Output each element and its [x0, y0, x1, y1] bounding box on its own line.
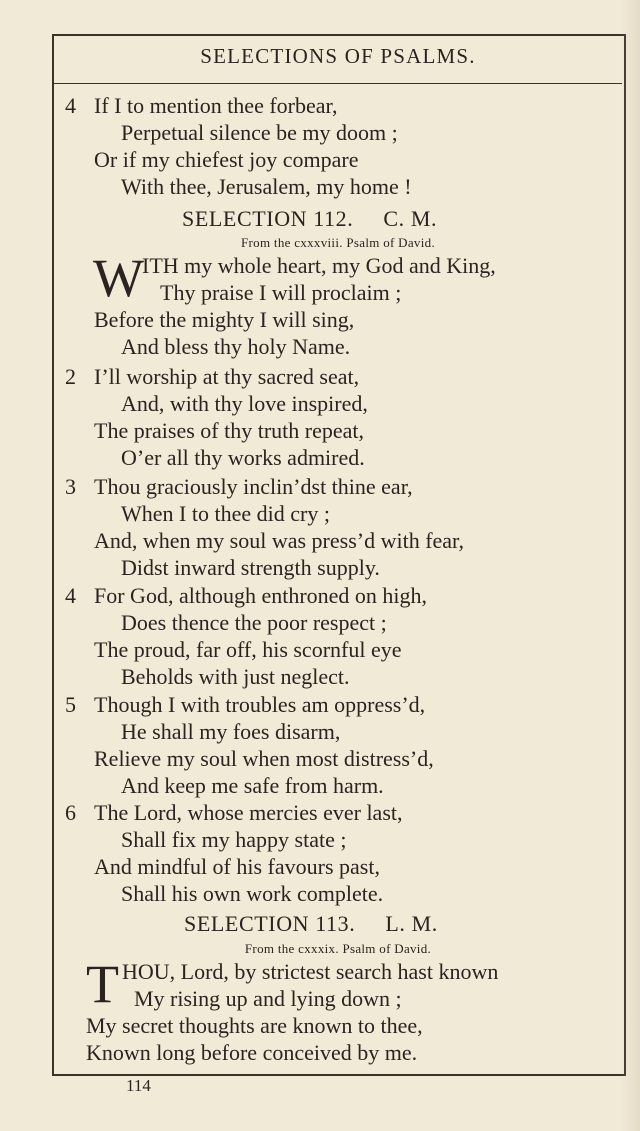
verse-line: Beholds with just neglect.: [121, 664, 350, 689]
verse-line: And bless thy holy Name.: [121, 334, 351, 359]
verse-number: 3: [65, 474, 76, 499]
verse-line: And, with thy love inspired,: [121, 391, 368, 416]
verse-number: 6: [65, 800, 76, 825]
verse-line: Didst inward strength supply.: [121, 555, 380, 580]
verse-line: Before the mighty I will sing,: [94, 307, 355, 332]
verse-number: 4: [65, 583, 76, 608]
verse-line: HOU, Lord, by strictest search hast known: [122, 959, 499, 984]
selection-112-stanza-6: [65, 799, 403, 907]
verse-line: Known long before conceived by me.: [86, 1040, 418, 1065]
page-edge-shadow: [620, 0, 640, 1131]
drop-cap: T: [86, 954, 119, 1014]
selection-113-title: SELECTION 113. L. M.: [184, 911, 438, 936]
meter: C. M.: [383, 206, 438, 231]
verse-line: For God, although enthroned on high,: [94, 583, 428, 608]
verse-line: Thou graciously inclin’dst thine ear,: [94, 474, 413, 499]
stanza-4-continued: [65, 92, 412, 200]
verse-line: And keep me safe from harm.: [121, 773, 384, 798]
selection-112-stanza-2: [65, 363, 368, 471]
running-header: SELECTIONS OF PSALMS.: [200, 44, 476, 68]
selection-112-stanza-5: [65, 691, 434, 799]
selection-113-subtitle: From the cxxxix. Psalm of David.: [244, 941, 432, 956]
verse-line: Or if my chiefest joy compare: [94, 147, 359, 172]
verse-line: When I to thee did cry ;: [121, 501, 330, 526]
meter: L. M.: [385, 911, 438, 936]
header-rule: [54, 83, 622, 84]
selection-112-stanza-1: [93, 248, 496, 360]
verse-line: The praises of thy truth repeat,: [94, 418, 365, 443]
page-number: 114: [126, 1076, 151, 1095]
verse-line: O’er all thy works admired.: [121, 445, 365, 470]
verse-line: And, when my soul was press’d with fear,: [94, 528, 464, 553]
verse-line: I’ll worship at thy sacred seat,: [94, 364, 360, 389]
verse-number: 2: [65, 364, 76, 389]
verse-line: Relieve my soul when most distress’d,: [94, 746, 434, 771]
verse-line: He shall my foes disarm,: [121, 719, 341, 744]
verse-line: My rising up and lying down ;: [134, 986, 402, 1011]
verse-line: Shall fix my happy state ;: [121, 827, 347, 852]
verse-line: With thee, Jerusalem, my home !: [121, 174, 412, 199]
selection-112-title: SELECTION 112. C. M.: [182, 206, 438, 231]
verse-line: If I to mention thee forbear,: [94, 93, 338, 118]
selection-112-stanza-3: [65, 473, 464, 581]
verse-line: My secret thoughts are known to thee,: [86, 1013, 423, 1038]
verse-line: Does thence the poor respect ;: [121, 610, 387, 635]
verse-line: Shall his own work complete.: [121, 881, 384, 906]
selection-113-stanza-1: [86, 954, 499, 1066]
verse-line: Perpetual silence be my doom ;: [121, 120, 398, 145]
verse-number: 5: [65, 692, 76, 717]
verse-line: Though I with troubles am oppress’d,: [94, 692, 426, 717]
drop-cap: W: [93, 248, 144, 308]
verse-line: ITH my whole heart, my God and King,: [142, 253, 496, 278]
selection-112-subtitle: From the cxxxviii. Psalm of David.: [241, 235, 435, 250]
verse-number: 4: [65, 93, 76, 118]
verse-line: The Lord, whose mercies ever last,: [94, 800, 403, 825]
selection-112-stanza-4: [65, 582, 428, 690]
verse-line: And mindful of his favours past,: [94, 854, 380, 879]
verse-line: The proud, far off, his scornful eye: [94, 637, 402, 662]
verse-line: Thy praise I will proclaim ;: [160, 280, 402, 305]
